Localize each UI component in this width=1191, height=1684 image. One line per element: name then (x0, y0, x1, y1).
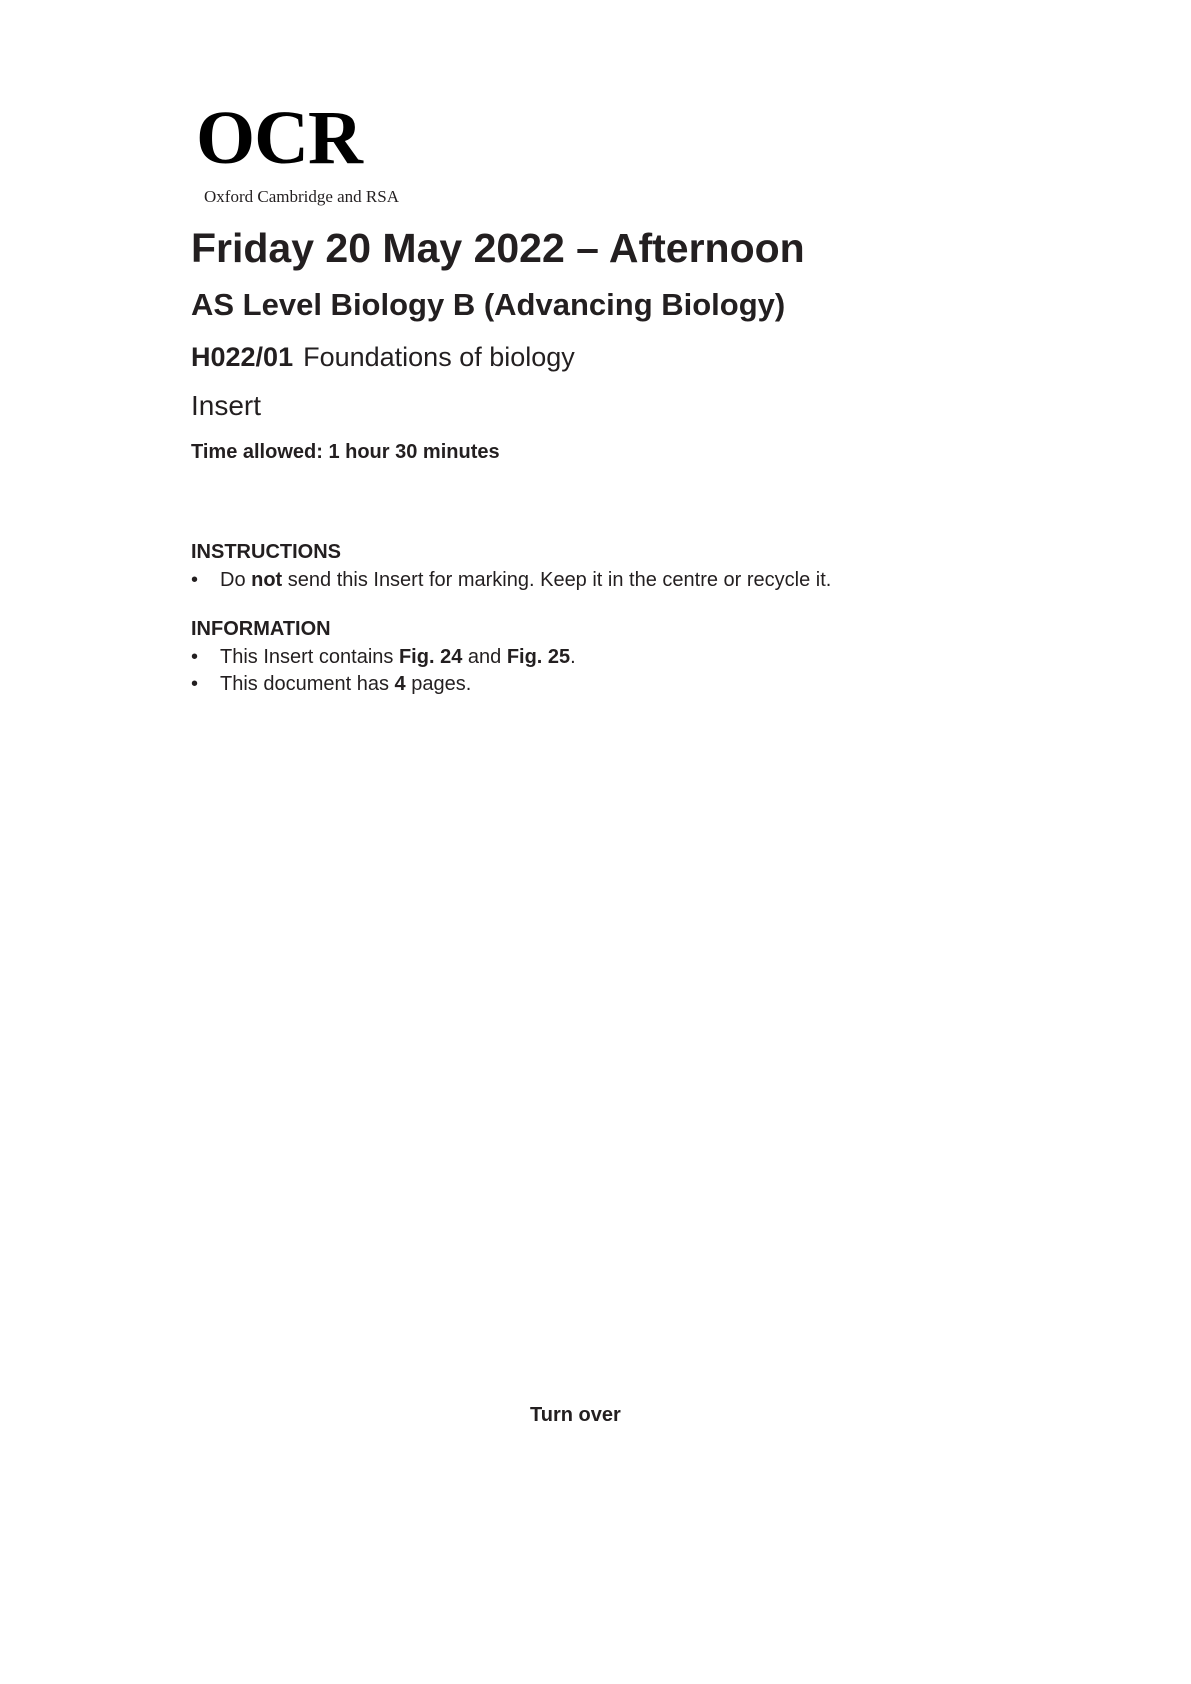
instructions-list (191, 567, 1091, 594)
instruction-text: send this Insert for marking. Keep it in the centre or recycle it. (282, 569, 832, 591)
figure-reference: Fig. 25 (506, 646, 571, 668)
instructions-heading: INSTRUCTIONS (191, 541, 341, 563)
turn-over-label: Turn over (530, 1404, 621, 1426)
ocr-logo: OCR (196, 96, 362, 180)
information-text: This document has (220, 673, 395, 695)
information-item (191, 644, 1091, 671)
document-type-label: Insert (191, 390, 262, 421)
instructions-section (191, 540, 1091, 594)
bullet-icon: • (191, 569, 199, 591)
information-text: This Insert contains (220, 646, 399, 668)
information-text: . (570, 646, 576, 668)
paper-code: H022/01 (191, 342, 294, 372)
bullet-icon: • (191, 673, 199, 695)
instruction-item (191, 567, 1091, 594)
information-item (191, 671, 1091, 698)
information-heading: INFORMATION (191, 618, 331, 640)
instruction-text: Do (220, 569, 252, 591)
bullet-icon: • (191, 646, 199, 668)
ocr-logo-subtitle: Oxford Cambridge and RSA (204, 187, 400, 206)
exam-date-title: Friday 20 May 2022 – Afternoon (191, 225, 805, 271)
time-allowed: Time allowed: 1 hour 30 minutes (191, 441, 500, 463)
information-section (191, 617, 1091, 698)
page-count: 4 (394, 673, 406, 695)
paper-name: Foundations of biology (303, 342, 575, 372)
information-text: pages. (405, 673, 472, 695)
information-list (191, 644, 1091, 698)
instruction-emphasis: not (251, 569, 283, 591)
paper-line (191, 342, 575, 373)
information-text: and (462, 646, 507, 668)
exam-subject: AS Level Biology B (Advancing Biology) (191, 287, 786, 322)
figure-reference: Fig. 24 (398, 646, 463, 668)
